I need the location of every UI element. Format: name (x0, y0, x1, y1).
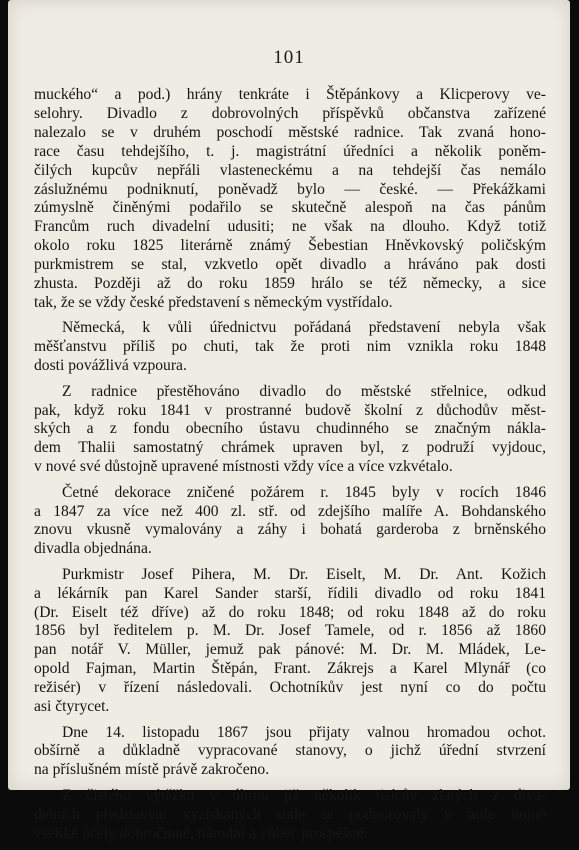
text-line: Z čistého výtěžku v úhrnu již několik tisícův zlatých z diva- (62, 786, 546, 804)
text-line: dem Thalii samostatný chrámek upraven byl, z podruží vyjdouc, (34, 439, 546, 457)
paragraph (34, 383, 546, 478)
text-line: race času tehdejšího, t. j. magistrátní úředníci a několik poněm- (34, 142, 546, 160)
paragraph (34, 566, 546, 717)
text-line: dosti povážlivá vzpoura. (34, 357, 187, 375)
text-line: obšírně a důkladně vypracované stanovy, o jichž úřední stvrzení (34, 742, 546, 760)
page-body-text (34, 86, 546, 850)
text-line: Dne 14. listopadu 1867 jsou přijaty valnou hromadou ochot. (62, 723, 546, 741)
text-line: Purkmistr Josef Pihera, M. Dr. Eiselt, M. Dr. Ant. Kožich (62, 565, 546, 583)
text-line: purkmistrem se stal, vzkvetlo opět divadlo a hráváno pak dosti (34, 256, 546, 274)
text-line: pak, když roku 1841 v prostranné budově školní z důchodův měst- (34, 401, 546, 419)
text-line: zúmyslně činěnými podařilo se skutečně alespoň na čas pánům (34, 199, 546, 217)
text-line: a 1847 za více než 400 zl. stř. od zdejšího malíře A. Bohdanského (34, 502, 546, 520)
text-line: čilých kupcův nepřáli vlasteneckému a na tehdejší čas nemálo (34, 161, 546, 179)
paragraph (34, 724, 546, 781)
text-line: Francům ruch divadelní udusiti; ne však na dlouho. Když totiž (34, 218, 546, 236)
text-line: pan notář V. Müller, jemuž pak pánové: M. Dr. M. Mládek, Le- (34, 641, 546, 659)
text-line: (Dr. Eiselt též dříve) až do roku 1848; od roku 1848 až do roku (34, 603, 546, 621)
text-line: měšťanstvu příliš po chuti, tak že proti nim vznikla roku 1848 (34, 338, 546, 356)
text-line: 1856 byl ředitelem p. M. Dr. Josef Tamele, od r. 1856 až 1860 (34, 622, 546, 640)
text-line: tak, že se vždy české představení s německým vystřídalo. (34, 293, 393, 311)
text-line: ských a z fondu obecního ústavu chudinného se značným nákla- (34, 420, 546, 438)
paragraph (34, 484, 546, 560)
text-line: nalezalo se v druhém poschodí městské radnice. Tak zvaná hono- (34, 123, 546, 141)
text-line: na příslušném místě právě zakročeno. (34, 761, 270, 779)
paragraph (34, 319, 546, 376)
paragraph (34, 86, 546, 313)
text-line: asi čtyrycet. (34, 698, 110, 716)
text-line: zhusta. Později až do roku 1859 hrálo se též německy, a sice (34, 275, 546, 293)
text-line: muckého“ a pod.) hrány tenkráte i Štěpánkovy a Klicperovy ve- (34, 86, 546, 103)
text-line: znovu vkusně vymalovány a záhy i bohatá garderoba z brněnského (34, 521, 546, 539)
text-line: záslužnému podniknutí, poněvadž bylo — české. — Překážkami (34, 180, 546, 198)
book-page (8, 0, 570, 842)
text-line: divadla objednána. (34, 540, 152, 558)
text-line: všeliké účely dobročinné, národní a vůbec prospěšné. (34, 824, 368, 842)
text-line: v nové své důstojně upravené místnosti vždy více a více vzkvétalo. (34, 458, 453, 476)
page-number: 101 (273, 47, 305, 68)
text-line: selohry. Divadlo z dobrovolných příspěvků občanstva zařízené (34, 104, 546, 122)
text-line: okolo roku 1825 literárně známý Šebestian Hněvkovský poličským (34, 237, 546, 255)
text-line: Z radnice přestěhováno divadlo do městské střelnice, odkud (62, 382, 546, 400)
text-line: opold Fajman, Martin Štěpán, Frant. Zákrejs a Karel Mlynář (co (34, 660, 546, 678)
text-line: a lékárník pan Karel Sander starší, řídili divadlo od roku 1841 (34, 584, 546, 602)
text-line: Četné dekorace zničené požárem r. 1845 byly v rocích 1846 (62, 483, 546, 501)
text-line: delních představení vyzískaných stále se podporovaly v míře hojné (34, 805, 546, 823)
paragraph (34, 787, 546, 844)
text-line: Německá, k vůli úřednictvu pořádaná představení nebyla však (62, 319, 546, 337)
text-line: režisér) v řízení následovali. Ochotníkův jest nyní co do počtu (34, 679, 546, 697)
